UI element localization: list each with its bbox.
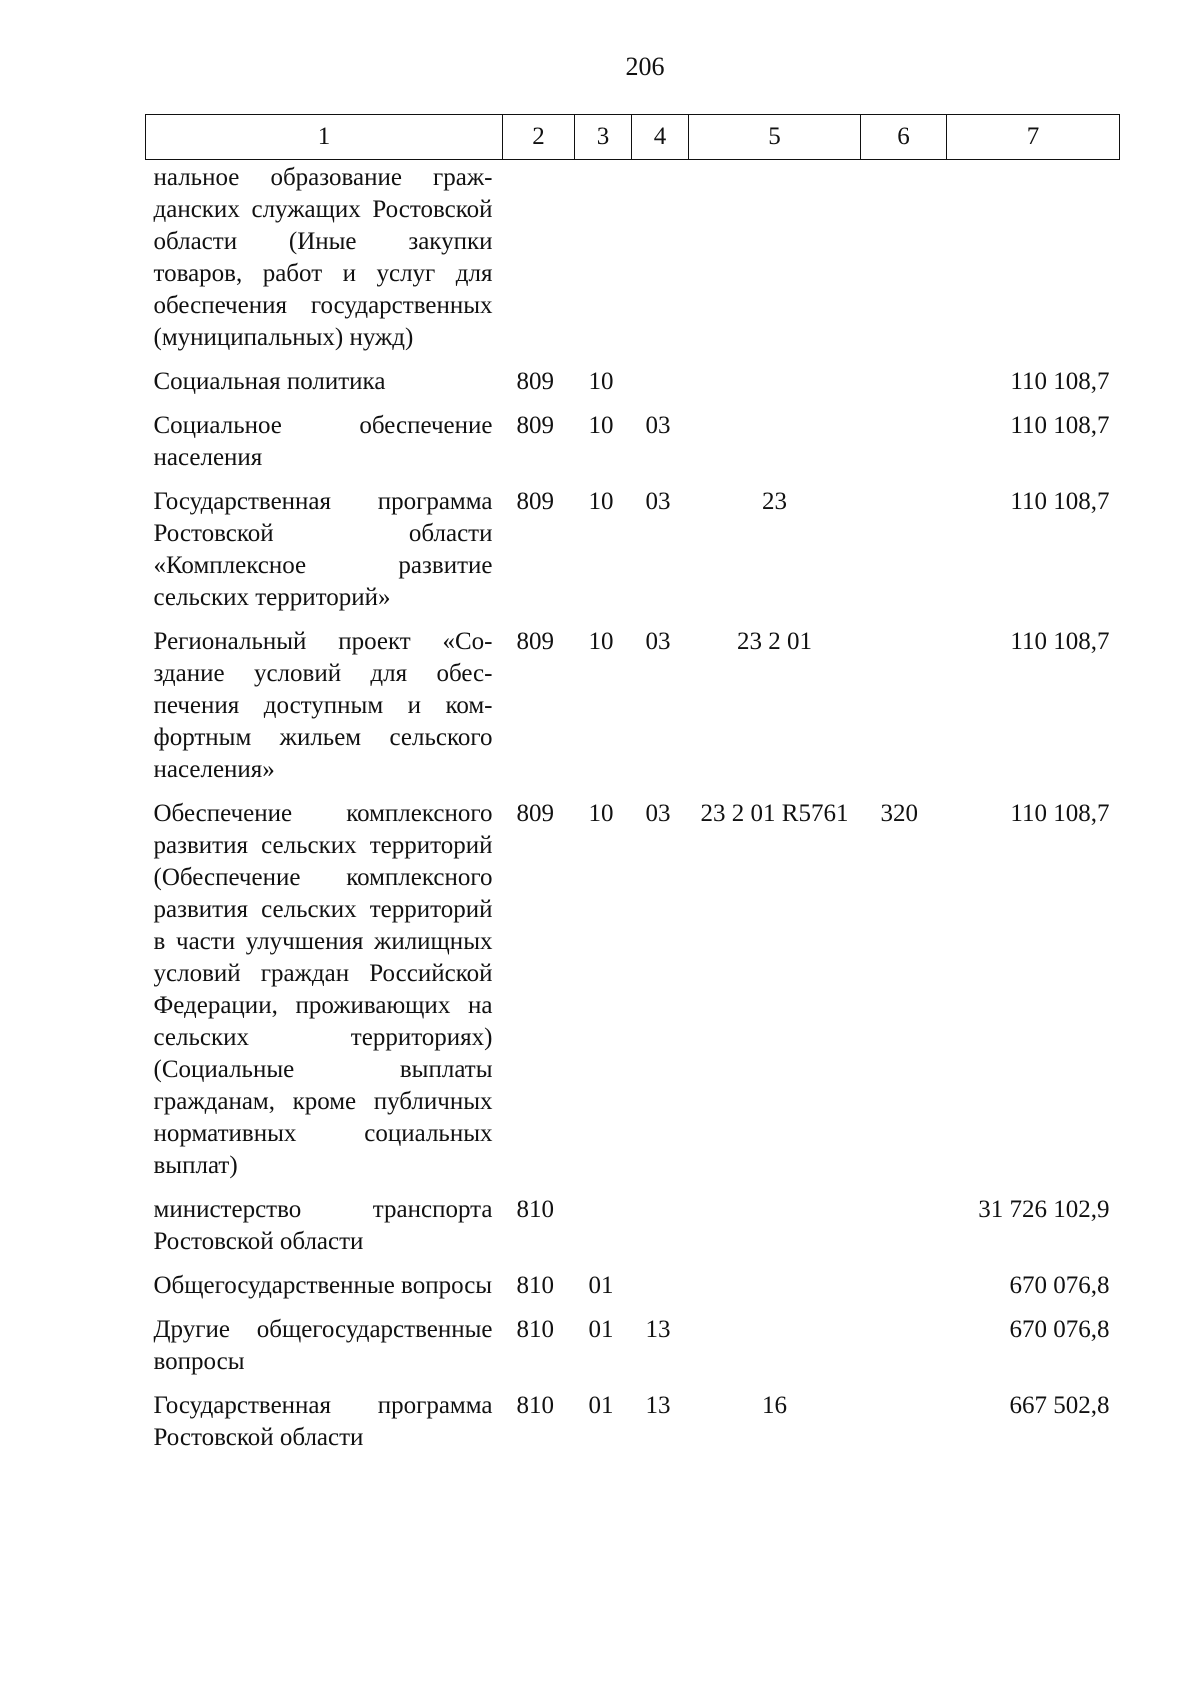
row-pr: 03 [645,800,671,827]
table-row [146,486,1120,626]
row-ved: 809 [516,412,554,439]
header-col-1: 1 [146,115,503,160]
row-vr [861,160,947,367]
table-row [146,1314,1120,1390]
row-sum: 670 076,8 [1009,1316,1110,1343]
budget-table [145,114,1120,1466]
table-row [146,366,1120,410]
row-rz: 10 [588,368,614,395]
row-name: Другие общегосударственные вопросы [153,1316,493,1375]
row-pr: 03 [645,488,671,515]
row-sum [947,160,1120,367]
row-ved: 809 [516,488,554,515]
row-csr: 23 [762,488,787,515]
row-vr [861,486,947,626]
row-name: Государственная программа Ростовской области [153,1392,493,1451]
row-pr: 03 [645,628,671,655]
header-col-5: 5 [689,115,861,160]
row-vr [861,626,947,798]
row-name: министерство транспорта Ростовской области [153,1196,493,1255]
row-rz: 01 [588,1392,614,1419]
row-name: Социальная политика [153,368,386,395]
row-ved: 809 [516,800,554,827]
table-row [146,410,1120,486]
table-row [146,1390,1120,1466]
row-pr [632,366,689,410]
row-sum: 110 108,7 [1010,412,1110,439]
header-col-6: 6 [861,115,947,160]
header-col-4: 4 [632,115,689,160]
row-pr: 13 [645,1316,671,1343]
row-vr [861,410,947,486]
table-body [146,160,1120,1467]
row-pr [632,1270,689,1314]
row-ved: 810 [516,1196,554,1223]
page-number: 206 [625,52,665,81]
row-vr [861,1390,947,1466]
row-ved: 810 [516,1316,554,1343]
row-rz: 01 [588,1272,614,1299]
table-row [146,626,1120,798]
row-name: Обеспечение комплексного развития сельских территорий (Обеспечение комплексного развития сельских территорий в части улучшения жилищных условий граждан Российской Федерации, проживающих на сельских территориях) (Социальные выплаты гражданам, кроме публичных нормативных социальных выплат) [153,800,493,1179]
table-row [146,798,1120,1194]
row-csr [689,366,861,410]
row-csr [689,1270,861,1314]
row-rz: 10 [588,488,614,515]
row-vr [861,366,947,410]
row-csr [689,410,861,486]
row-sum: 110 108,7 [1010,368,1110,395]
row-csr: 16 [762,1392,787,1419]
row-name: нальное образование гражданских служащих Ростовской области (Иные закупки товаров, работ и услуг для обеспечения государственных (муниципальных) нужд) [153,164,493,351]
row-ved: 810 [516,1272,554,1299]
row-sum: 110 108,7 [1010,800,1110,827]
header-row [146,115,1120,160]
row-sum: 670 076,8 [1009,1272,1110,1299]
table-row [146,160,1120,367]
header-col-3: 3 [575,115,632,160]
row-csr [689,160,861,367]
row-vr [861,1314,947,1390]
row-ved: 809 [516,628,554,655]
table-header [146,115,1120,160]
row-csr: 23 2 01 [737,628,812,655]
row-name: Государственная программа Ростовской области «Комплексное развитие сельских территорий» [153,488,493,611]
row-csr: 23 2 01 R5761 [700,800,849,827]
row-rz: 10 [588,628,614,655]
row-sum: 667 502,8 [1009,1392,1110,1419]
row-ved: 810 [516,1392,554,1419]
row-csr [689,1194,861,1270]
header-col-7: 7 [947,115,1120,160]
row-rz [575,160,632,367]
row-csr [689,1314,861,1390]
header-col-2: 2 [503,115,575,160]
row-pr [632,1194,689,1270]
row-rz: 10 [588,412,614,439]
row-vr [861,1270,947,1314]
row-rz [575,1194,632,1270]
row-sum: 110 108,7 [1010,488,1110,515]
row-pr: 03 [645,412,671,439]
row-pr [632,160,689,367]
row-sum: 110 108,7 [1010,628,1110,655]
row-vr: 320 [880,800,918,827]
row-ved: 809 [516,368,554,395]
row-vr [861,1194,947,1270]
row-name: Общегосударственные вопросы [153,1272,493,1299]
table-row [146,1270,1120,1314]
row-name: Региональный проект «Создание условий для обеспечения доступным и комфортным жильем сельского населения» [153,628,493,783]
row-ved [503,160,575,367]
row-rz: 01 [588,1316,614,1343]
row-rz: 10 [588,800,614,827]
row-name: Социальное обеспечение населения [153,412,493,471]
row-sum: 31 726 102,9 [978,1196,1110,1223]
row-pr: 13 [645,1392,671,1419]
table-row [146,1194,1120,1270]
